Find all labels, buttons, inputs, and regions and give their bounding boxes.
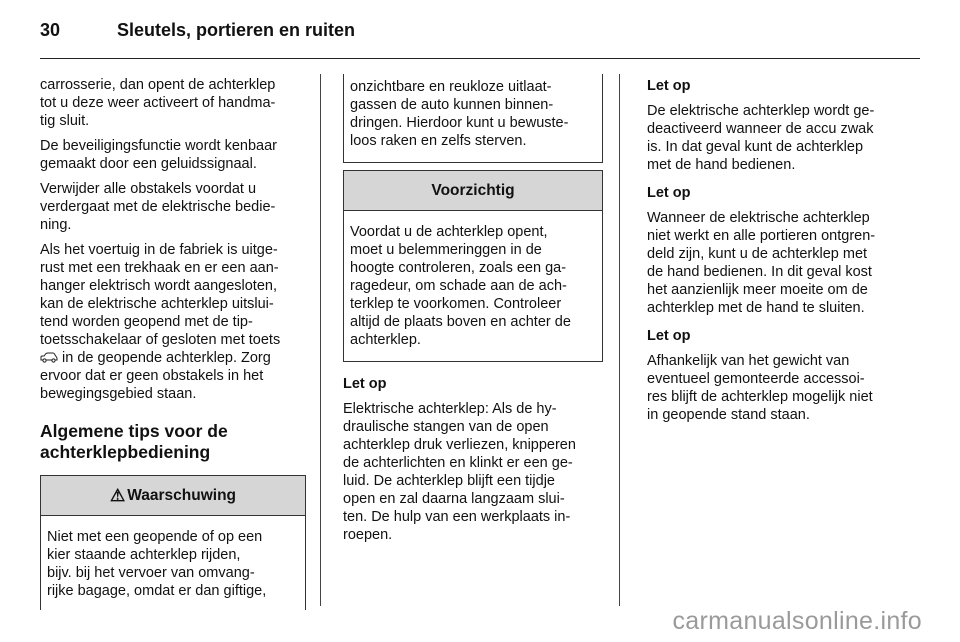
warning-box <box>40 475 306 610</box>
note-block <box>647 327 907 424</box>
caution-box <box>343 170 603 362</box>
column-1 <box>40 76 306 610</box>
caution-title: Voorzichtig <box>431 181 515 199</box>
paragraph: Verwijder alle obstakels voordat u verdergaat met de elektrische bedie- ning. <box>40 181 276 233</box>
column-3 <box>647 77 907 431</box>
note-block <box>343 375 603 544</box>
column-2 <box>343 76 603 551</box>
paragraph: De beveiligingsfunctie wordt kenbaar gemaakt door een geluidssignaal. <box>40 138 277 172</box>
note-block <box>647 77 907 174</box>
warning-body: Niet met een geopende of op een kier staande achterklep rijden, bijv. bij het vervoer van omvang- rijke bagage, omdat er dan giftige, <box>47 529 267 599</box>
note-body: Wanneer de elektrische achterklep niet werkt en alle portieren ontgren- deld zijn, kunt u de achterklep met de hand bedienen. In dit geval kost het aanzienlijk meer moeite om de achterklep met de hand te sluiten. <box>647 210 876 316</box>
paragraph-trailer: Als het voertuig in de fabriek is uitge- rust met een trekhaak en er een aan- hanger elektrisch wordt aangesloten, kan de elektrische achterklep uitslui- tend worden geopend met de tip- toetsschakelaar of gesloten met toets in de geopende achterklep. Zorg ervoor dat er geen obstakels in het bewegingsgebied staan. <box>40 242 281 402</box>
caution-body: Voordat u de achterklep opent, moet u belemmeringgen in de hoogte controleren, zoals een ga- ragedeur, om schade aan de ach- terklep te voorkomen. Controleer altijd de plaats boven en achter de achterklep. <box>350 224 571 348</box>
column-divider-left <box>320 74 321 606</box>
note-title: Let op <box>647 78 691 94</box>
note-title: Let op <box>343 376 387 392</box>
warning-box-header <box>41 476 305 516</box>
header-divider <box>40 58 920 59</box>
warning-box-continued <box>343 74 603 163</box>
note-body: Elektrische achterklep: Als de hy- draulische stangen van de open achterklep druk verliezen, knipperen de achterlichten en klinkt er een ge- luid. De achterklep blijft een tijdje open en zal daarna langzaam slui- ten. De hulp van een werkplaats in- roepen. <box>343 401 576 543</box>
caution-box-header <box>344 171 602 211</box>
section-heading: Algemene tips voor de achterklepbediening <box>40 421 228 462</box>
warning-triangle-icon: ⚠ <box>109 485 126 505</box>
note-title: Let op <box>647 328 691 344</box>
warning-body-continued: onzichtbare en reukloze uitlaat- gassen de auto kunnen binnen- dringen. Hierdoor kunt u bewuste- loos raken en zelfs sterven. <box>350 79 569 149</box>
note-title: Let op <box>647 185 691 201</box>
note-block <box>647 184 907 317</box>
note-body: Afhankelijk van het gewicht van eventueel gemonteerde accessoi- res blijft de achterklep mogelijk niet in geopende stand staan. <box>647 353 873 423</box>
watermark: carmanualsonline.info <box>672 607 922 635</box>
note-body: De elektrische achterklep wordt ge- deactiveerd wanneer de accu zwak is. In dat geval kunt de achterklep met de hand bedienen. <box>647 103 875 173</box>
car-tailgate-icon <box>40 350 58 361</box>
page-title: Sleutels, portieren en ruiten <box>117 20 356 40</box>
warning-title: Waarschuwing <box>127 486 237 504</box>
column-divider-right <box>619 74 620 606</box>
paragraph: carrosserie, dan opent de achterklep tot u deze weer activeert of handma- tig sluit. <box>40 77 276 129</box>
page-number: 30 <box>40 20 61 40</box>
